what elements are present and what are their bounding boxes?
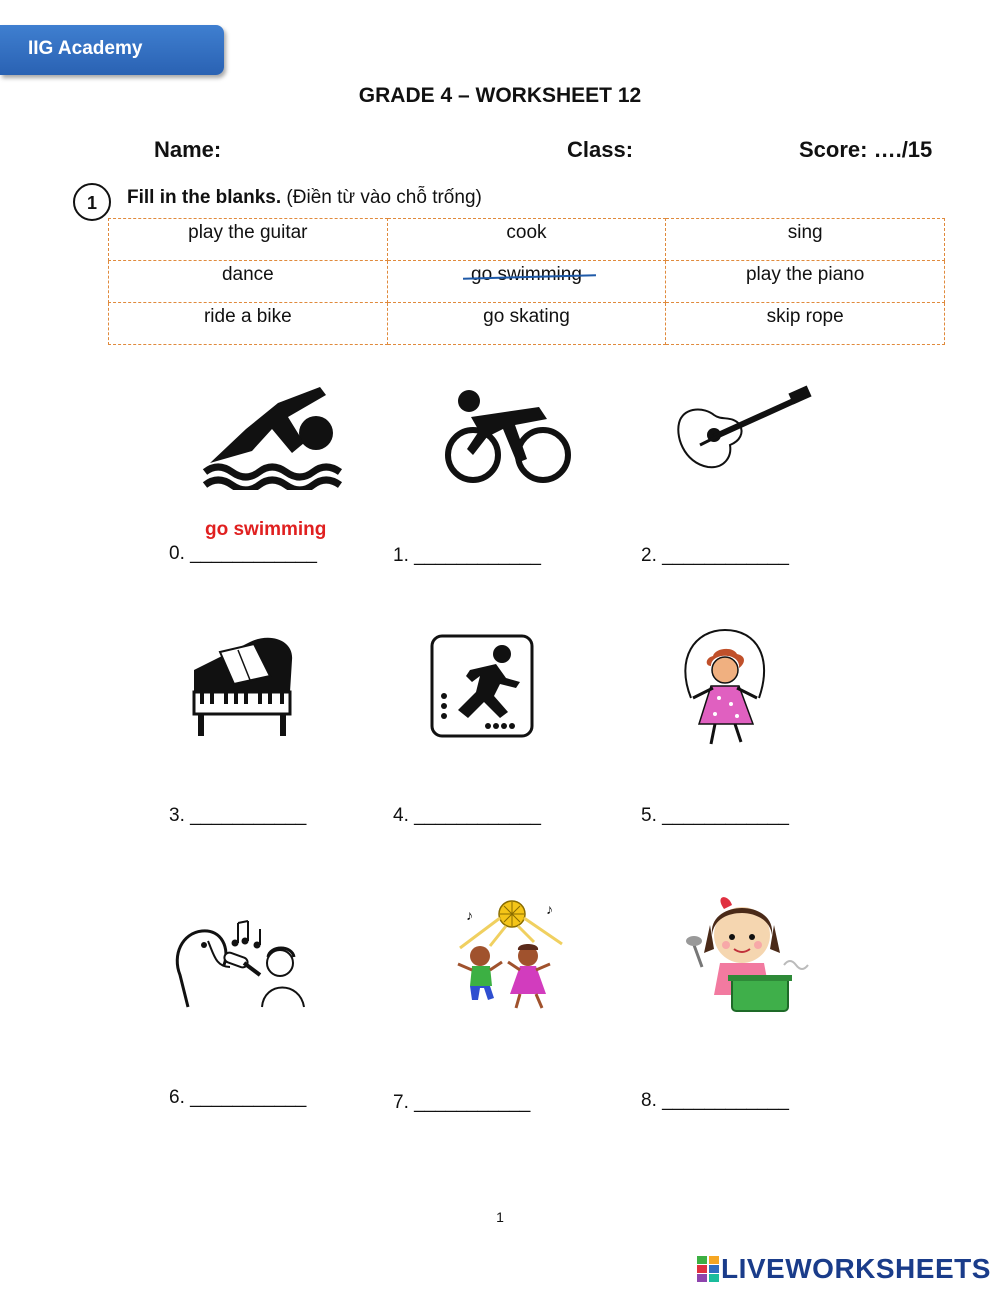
- answer-blank-0[interactable]: 0. ____________: [169, 543, 317, 564]
- liveworksheets-logo-icon: [697, 1256, 719, 1282]
- word-cell: cook: [387, 219, 666, 261]
- brand-name: LIVEWORKSHEETS: [721, 1253, 991, 1284]
- section-number: 1: [73, 183, 111, 221]
- class-label: Class:: [567, 137, 634, 162]
- cooking-girl-icon: [684, 895, 809, 1013]
- answer-blank-5[interactable]: 5. ____________: [641, 805, 789, 826]
- instruction-translation: (Điền từ vào chỗ trống): [281, 187, 482, 208]
- example-answer: go swimming: [205, 519, 327, 540]
- word-cell: sing: [666, 219, 945, 261]
- section-instruction: [127, 187, 482, 209]
- table-row: [109, 219, 945, 261]
- score-label: Score: …./15: [799, 137, 933, 162]
- word-cell-used: [387, 261, 666, 303]
- answer-blank-7[interactable]: 7. ___________: [393, 1092, 531, 1113]
- name-label: Name:: [154, 137, 222, 162]
- word-cell: dance: [109, 261, 388, 303]
- cyclist-icon: [443, 385, 573, 490]
- struck-word: go swimming: [471, 264, 582, 285]
- table-row: [109, 261, 945, 303]
- swimmer-icon: [200, 385, 345, 490]
- instruction-bold: Fill in the blanks.: [127, 187, 282, 208]
- answer-blank-2[interactable]: 2. ____________: [641, 545, 789, 566]
- word-cell: play the piano: [666, 261, 945, 303]
- word-cell: go skating: [387, 303, 666, 345]
- piano-icon: [190, 630, 300, 740]
- academy-badge: IIG Academy: [0, 25, 224, 75]
- word-cell: play the guitar: [109, 219, 388, 261]
- skater-icon: [430, 634, 534, 738]
- table-row: [109, 303, 945, 345]
- answer-blank-1[interactable]: 1. ____________: [393, 545, 541, 566]
- answer-blank-8[interactable]: 8. ____________: [641, 1090, 789, 1111]
- page-number: 1: [496, 1209, 504, 1225]
- answer-blank-4[interactable]: 4. ____________: [393, 805, 541, 826]
- svg-text:♪: ♪: [466, 907, 473, 923]
- word-cell: skip rope: [666, 303, 945, 345]
- skip-rope-icon: [675, 628, 775, 750]
- guitar-icon: [670, 385, 815, 470]
- dancing-kids-icon: [450, 898, 565, 1013]
- singers-icon: [168, 915, 310, 1010]
- word-cell: ride a bike: [109, 303, 388, 345]
- answer-blank-3[interactable]: 3. ___________: [169, 805, 307, 826]
- answer-blank-6[interactable]: 6. ___________: [169, 1087, 307, 1108]
- worksheet-title: GRADE 4 – WORKSHEET 12: [358, 84, 642, 107]
- word-bank-table: [108, 218, 945, 345]
- svg-text:♪: ♪: [546, 901, 553, 917]
- brand-logo: [697, 1253, 991, 1285]
